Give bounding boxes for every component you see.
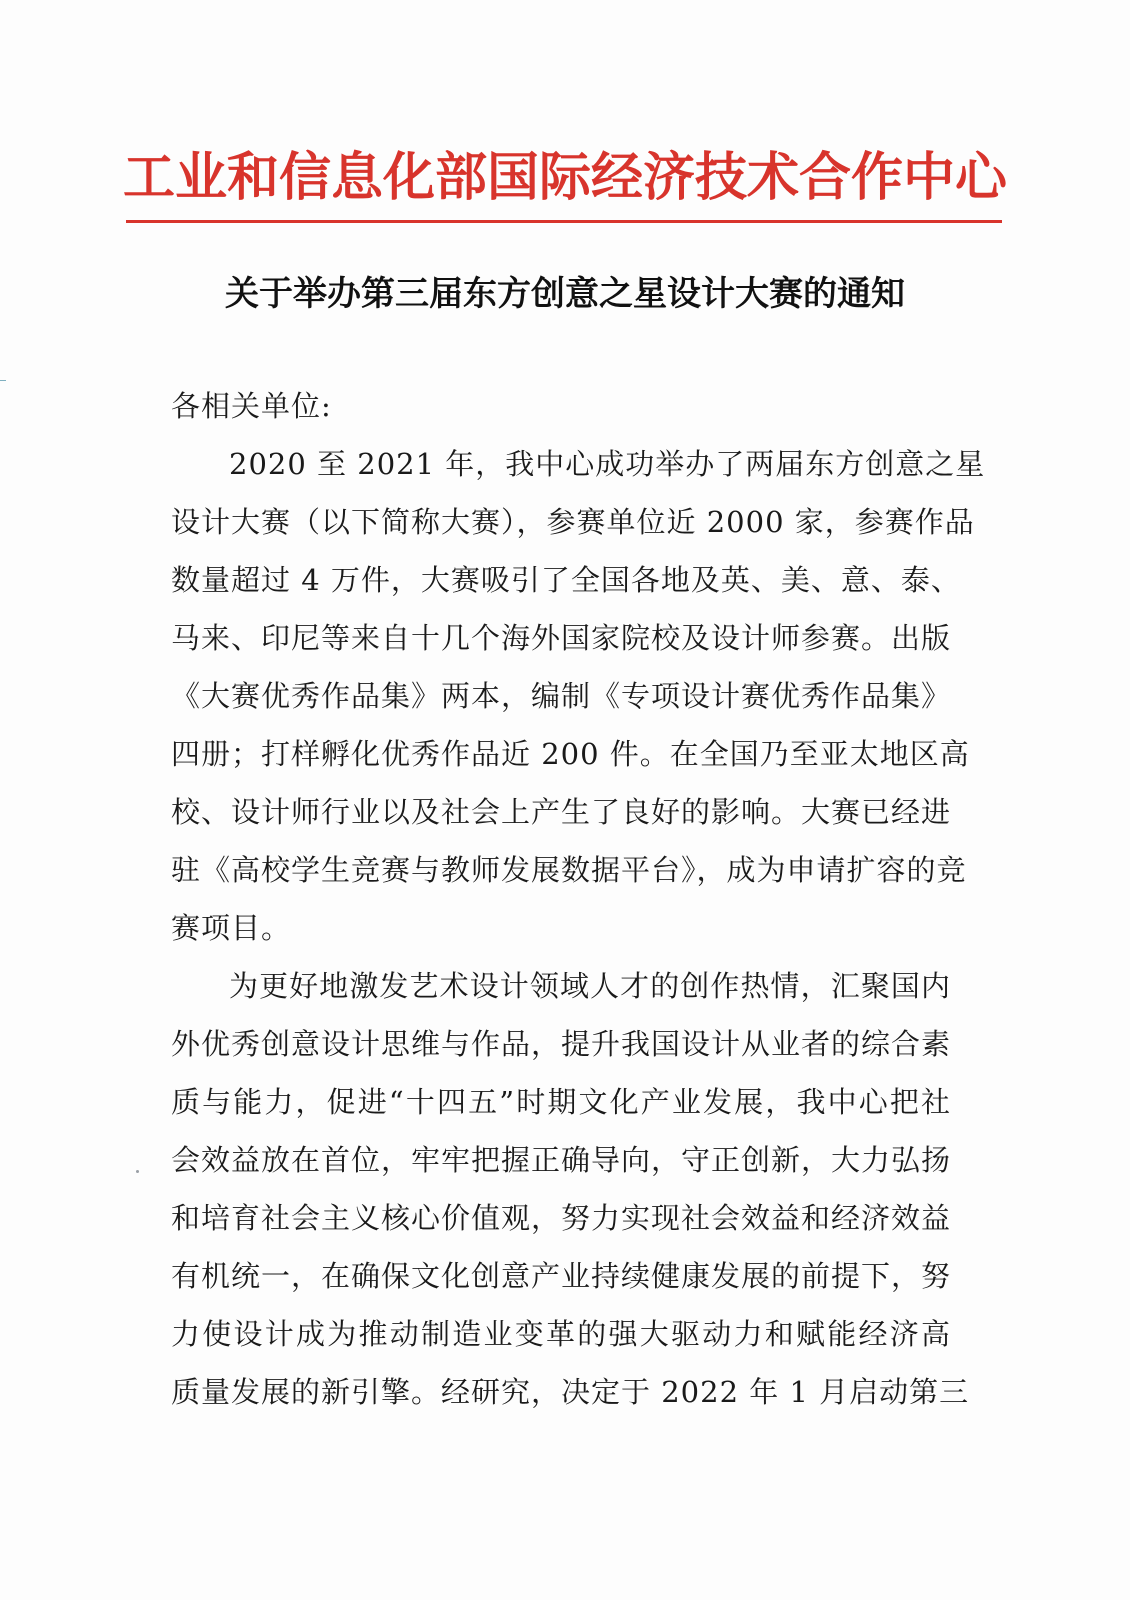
paragraph-1-line-3: 数量超过 4 万件，大赛吸引了全国各地及英、美、意、泰、 [171,563,961,597]
notice-body [171,386,986,1446]
paragraph-2-line-8: 质量发展的新引擎。经研究，决定于 2022 年 1 月启动第三 [171,1375,970,1409]
notice-title: 关于举办第三届东方创意之星设计大赛的通知 [225,274,905,314]
paragraph-2-line-2: 外优秀创意设计思维与作品，提升我国设计从业者的综合素 [171,1027,952,1061]
paragraph-1-line-4: 马来、印尼等来自十几个海外国家院校及设计师参赛。出版 [171,621,952,655]
paragraph-1-line-7: 校、设计师行业以及社会上产生了良好的影响。大赛已经进 [171,795,952,829]
salutation: 各相关单位: [171,389,332,423]
paragraph-1-line-5: 《大赛优秀作品集》两本，编制《专项设计赛优秀作品集》 [171,679,952,713]
paragraph-1-line-2: 设计大赛（以下简称大赛），参赛单位近 2000 家，参赛作品 [171,505,975,539]
letterhead-red-rule [126,220,1002,223]
paragraph-1-line-6: 四册；打样孵化优秀作品近 200 件。在全国乃至亚太地区高 [171,737,970,771]
paragraph-1-line-8: 驻《高校学生竞赛与教师发展数据平台》，成为申请扩容的竞 [171,853,967,887]
paragraph-2-line-6: 有机统一，在确保文化创意产业持续健康发展的前提下，努 [171,1259,952,1293]
paragraph-1-line-9: 赛项目。 [171,911,292,945]
letterhead-org-name: 工业和信息化部国际经济技术合作中心 [122,148,1007,208]
paragraph-2-line-5: 和培育社会主义核心价值观，努力实现社会效益和经济效益 [171,1201,952,1235]
paragraph-2-line-7: 力使设计成为推动制造业变革的强大驱动力和赋能经济高 [171,1317,951,1351]
paragraph-2-line-1: 为更好地激发艺术设计领域人才的创作热情，汇聚国内 [229,969,951,1003]
paragraph-2-line-4: 会效益放在首位，牢牢把握正确导向，守正创新，大力弘扬 [171,1143,952,1177]
scan-speck [136,1170,139,1173]
paragraph-2-line-3: 质与能力，促进“十四五”时期文化产业发展，我中心把社 [171,1085,951,1119]
scan-margin-mark [0,380,6,381]
paragraph-1-line-1: 2020 至 2021 年，我中心成功举办了两届东方创意之星 [229,447,986,481]
